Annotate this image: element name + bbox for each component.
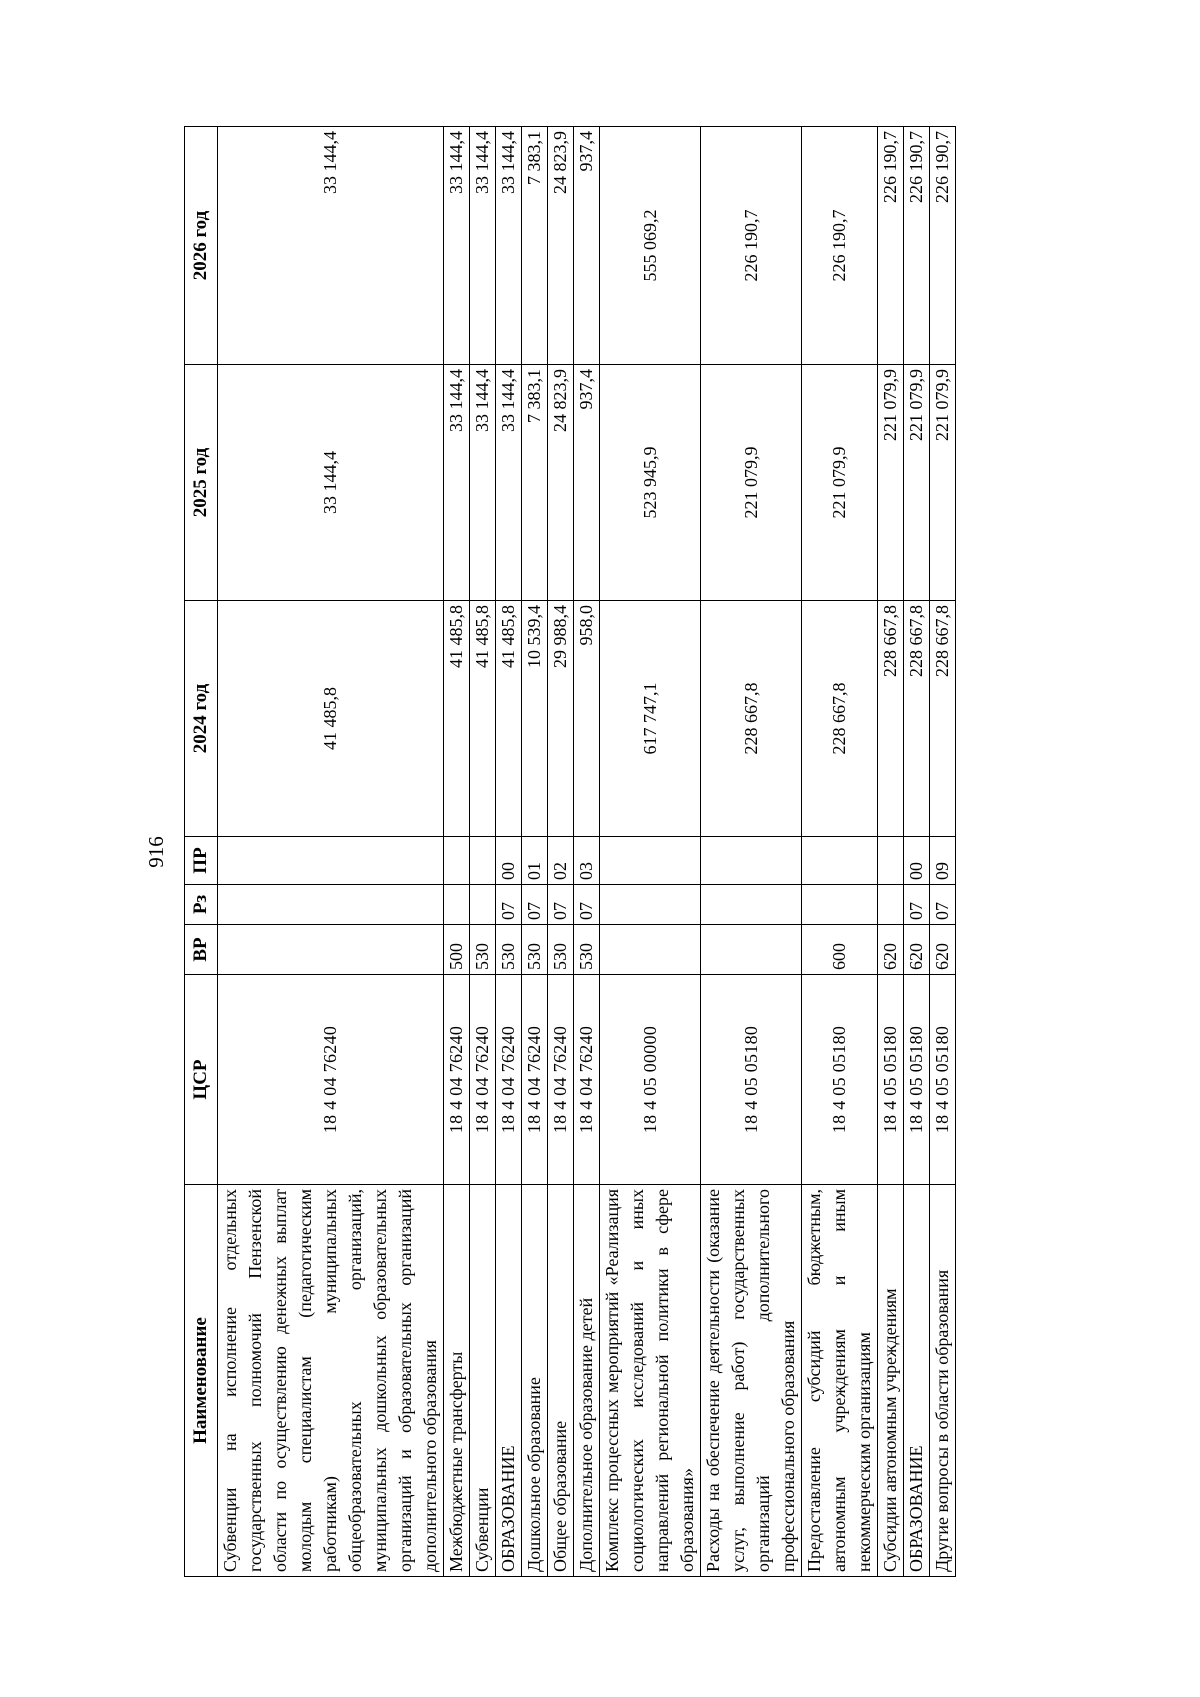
cell-rz xyxy=(444,885,470,925)
cell-csr: 18 4 04 76240 xyxy=(496,975,522,1185)
cell-2024: 228 667,8 xyxy=(904,601,930,837)
rotated-page xyxy=(132,127,952,1577)
cell-rz: 07 xyxy=(496,885,522,925)
cell-2026: 24 823,9 xyxy=(548,127,574,365)
cell-vr: 530 xyxy=(522,925,548,975)
cell-vr xyxy=(600,925,701,975)
cell-pr: 02 xyxy=(548,837,574,885)
cell-csr: 18 4 04 76240 xyxy=(548,975,574,1185)
cell-pr: 01 xyxy=(522,837,548,885)
header-csr: ЦСР xyxy=(185,975,218,1185)
cell-2025: 33 144,4 xyxy=(218,365,444,601)
cell-2026: 33 144,4 xyxy=(218,127,444,365)
header-2026: 2026 год xyxy=(185,127,218,365)
cell-2026: 33 144,4 xyxy=(470,127,496,365)
table-row xyxy=(548,127,574,1577)
cell-csr: 18 4 05 05180 xyxy=(930,975,956,1185)
cell-csr: 18 4 04 76240 xyxy=(574,975,600,1185)
cell-csr: 18 4 05 05180 xyxy=(904,975,930,1185)
header-2025: 2025 год xyxy=(185,365,218,601)
cell-vr: 600 xyxy=(802,925,878,975)
cell-csr: 18 4 05 05180 xyxy=(701,975,802,1185)
cell-name: Другие вопросы в области образования xyxy=(930,1185,956,1577)
header-name: Наименование xyxy=(185,1185,218,1577)
table-row xyxy=(496,127,522,1577)
table-row xyxy=(878,127,904,1577)
cell-name: Субвенции xyxy=(470,1185,496,1577)
cell-rz xyxy=(600,885,701,925)
cell-2024: 41 485,8 xyxy=(444,601,470,837)
cell-2024: 29 988,4 xyxy=(548,601,574,837)
cell-csr: 18 4 04 76240 xyxy=(522,975,548,1185)
cell-rz: 07 xyxy=(574,885,600,925)
cell-vr: 530 xyxy=(470,925,496,975)
cell-name: Комплекс процессных мероприятий «Реализация социологических исследований и иных направлений региональной политики в сфере образования» xyxy=(600,1185,701,1577)
cell-2026: 33 144,4 xyxy=(496,127,522,365)
cell-rz: 07 xyxy=(904,885,930,925)
cell-2024: 41 485,8 xyxy=(218,601,444,837)
cell-rz xyxy=(470,885,496,925)
table-row xyxy=(930,127,956,1577)
table-row xyxy=(600,127,701,1577)
budget-table xyxy=(184,126,956,1577)
header-rz: Рз xyxy=(185,885,218,925)
table-row xyxy=(904,127,930,1577)
cell-2025: 33 144,4 xyxy=(470,365,496,601)
cell-name: Субвенции на исполнение отдельных государственных полномочий Пензенской области по осуществлению денежных выплат молодым специалистам (педагогическим работникам) муниципальных общеобразовательных организаций, муниципальных дошкольных образовательных организаций и образовательных организаций дополнительного образования xyxy=(218,1185,444,1577)
cell-csr: 18 4 05 05180 xyxy=(802,975,878,1185)
cell-2024: 617 747,1 xyxy=(600,601,701,837)
cell-name: ОБРАЗОВАНИЕ xyxy=(496,1185,522,1577)
cell-vr xyxy=(218,925,444,975)
cell-2024: 958,0 xyxy=(574,601,600,837)
cell-name: Общее образование xyxy=(548,1185,574,1577)
cell-vr: 620 xyxy=(930,925,956,975)
cell-2026: 226 190,7 xyxy=(930,127,956,365)
header-vr: ВР xyxy=(185,925,218,975)
table-row xyxy=(470,127,496,1577)
cell-vr: 620 xyxy=(878,925,904,975)
cell-2025: 33 144,4 xyxy=(496,365,522,601)
cell-vr: 530 xyxy=(574,925,600,975)
table-row xyxy=(701,127,802,1577)
cell-2025: 221 079,9 xyxy=(878,365,904,601)
cell-name: Дополнительное образование детей xyxy=(574,1185,600,1577)
cell-rz xyxy=(878,885,904,925)
cell-name: Межбюджетные трансферты xyxy=(444,1185,470,1577)
cell-vr: 500 xyxy=(444,925,470,975)
cell-2024: 228 667,8 xyxy=(930,601,956,837)
cell-rz xyxy=(802,885,878,925)
cell-pr: 09 xyxy=(930,837,956,885)
cell-pr xyxy=(802,837,878,885)
cell-pr: 03 xyxy=(574,837,600,885)
cell-2026: 226 190,7 xyxy=(878,127,904,365)
cell-pr xyxy=(444,837,470,885)
cell-vr: 530 xyxy=(548,925,574,975)
table-header-row xyxy=(185,127,218,1577)
cell-2024: 10 539,4 xyxy=(522,601,548,837)
page-number: 916 xyxy=(144,836,168,868)
cell-2024: 41 485,8 xyxy=(470,601,496,837)
cell-pr xyxy=(600,837,701,885)
cell-2026: 555 069,2 xyxy=(600,127,701,365)
cell-csr: 18 4 04 76240 xyxy=(218,975,444,1185)
cell-2026: 937,4 xyxy=(574,127,600,365)
table-row xyxy=(802,127,878,1577)
cell-vr: 620 xyxy=(904,925,930,975)
cell-2026: 226 190,7 xyxy=(904,127,930,365)
table-row xyxy=(522,127,548,1577)
cell-2025: 221 079,9 xyxy=(802,365,878,601)
cell-rz: 07 xyxy=(548,885,574,925)
cell-2025: 221 079,9 xyxy=(701,365,802,601)
cell-2026: 226 190,7 xyxy=(802,127,878,365)
cell-csr: 18 4 04 76240 xyxy=(444,975,470,1185)
cell-pr xyxy=(218,837,444,885)
table-row xyxy=(444,127,470,1577)
cell-pr xyxy=(470,837,496,885)
cell-rz: 07 xyxy=(522,885,548,925)
header-pr: ПР xyxy=(185,837,218,885)
cell-pr: 00 xyxy=(904,837,930,885)
cell-vr: 530 xyxy=(496,925,522,975)
cell-2026: 33 144,4 xyxy=(444,127,470,365)
cell-rz xyxy=(218,885,444,925)
cell-2024: 228 667,8 xyxy=(701,601,802,837)
cell-2026: 226 190,7 xyxy=(701,127,802,365)
cell-name: Субсидии автономным учреждениям xyxy=(878,1185,904,1577)
cell-pr xyxy=(878,837,904,885)
cell-2025: 221 079,9 xyxy=(904,365,930,601)
cell-2025: 33 144,4 xyxy=(444,365,470,601)
cell-name: Дошкольное образование xyxy=(522,1185,548,1577)
cell-rz xyxy=(701,885,802,925)
cell-csr: 18 4 05 05180 xyxy=(878,975,904,1185)
cell-name: Расходы на обеспечение деятельности (оказание услуг, выполнение работ) государственных организаций дополнительного профессионального образования xyxy=(701,1185,802,1577)
cell-2025: 7 383,1 xyxy=(522,365,548,601)
cell-csr: 18 4 04 76240 xyxy=(470,975,496,1185)
cell-pr: 00 xyxy=(496,837,522,885)
header-2024: 2024 год xyxy=(185,601,218,837)
table-row xyxy=(218,127,444,1577)
cell-pr xyxy=(701,837,802,885)
cell-2025: 523 945,9 xyxy=(600,365,701,601)
cell-2024: 41 485,8 xyxy=(496,601,522,837)
cell-2024: 228 667,8 xyxy=(802,601,878,837)
cell-name: Предоставление субсидий бюджетным, автономным учреждениям и иным некоммерческим организациям xyxy=(802,1185,878,1577)
cell-2025: 221 079,9 xyxy=(930,365,956,601)
table-row xyxy=(574,127,600,1577)
cell-rz: 07 xyxy=(930,885,956,925)
cell-2025: 937,4 xyxy=(574,365,600,601)
cell-csr: 18 4 05 00000 xyxy=(600,975,701,1185)
cell-vr xyxy=(701,925,802,975)
cell-name: ОБРАЗОВАНИЕ xyxy=(904,1185,930,1577)
cell-2025: 24 823,9 xyxy=(548,365,574,601)
cell-2024: 228 667,8 xyxy=(878,601,904,837)
cell-2026: 7 383,1 xyxy=(522,127,548,365)
